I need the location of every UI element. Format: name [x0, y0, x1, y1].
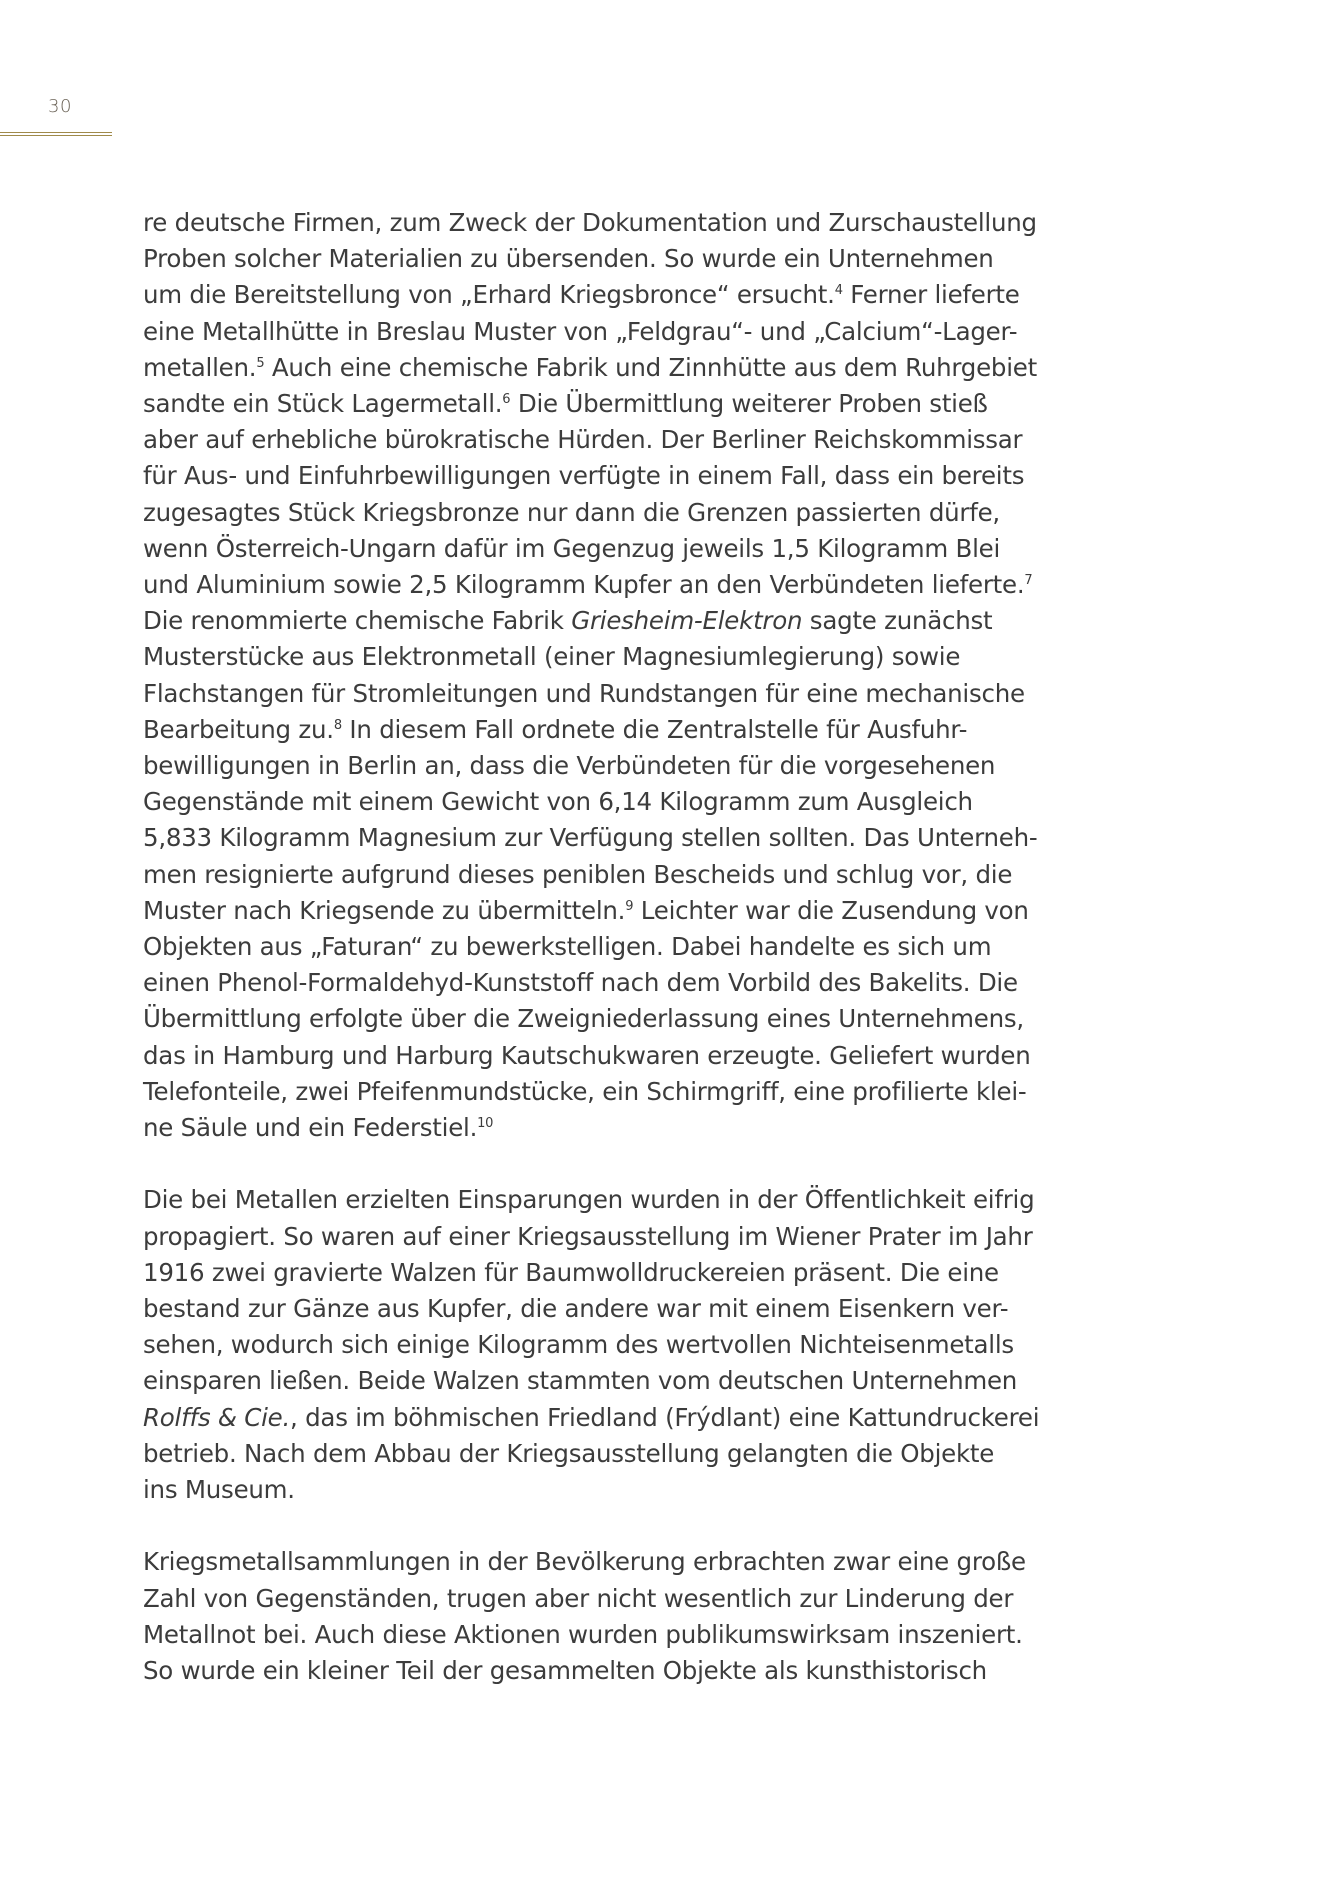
text-line	[143, 386, 1143, 422]
text-line	[143, 1436, 1143, 1472]
text-line	[143, 531, 1143, 567]
text-line	[143, 241, 1143, 277]
text-line	[143, 1219, 1143, 1255]
text-line	[143, 422, 1143, 458]
text-segment: sagte zunächst	[802, 606, 993, 636]
text-line	[143, 1617, 1143, 1653]
text-line	[143, 820, 1143, 856]
text-segment: So wurde ein kleiner Teil der gesammelten Objekte als kunsthistorisch	[143, 1656, 987, 1686]
text-segment: Proben solcher Materialien zu übersenden. So wurde ein Unternehmen	[143, 244, 994, 274]
text-segment: ne Säule und ein Federstiel.	[143, 1113, 478, 1143]
text-segment: 5,833 Kilogramm Magnesium zur Verfügung stellen sollten. Das Unterneh-	[143, 823, 1038, 853]
footnote-marker: 6	[502, 391, 511, 407]
text-segment: Telefonteile, zwei Pfeifenmundstücke, ein Schirmgriff, eine profilierte klei-	[143, 1076, 1027, 1106]
text-segment: In diesem Fall ordnete die Zentralstelle für Ausfuhr-	[341, 714, 968, 744]
text-line	[143, 314, 1143, 350]
paragraph	[143, 205, 1143, 1146]
footnote-marker: 4	[834, 283, 843, 299]
text-segment: Objekten aus „Faturan“ zu bewerkstelligen. Dabei handelte es sich um	[143, 932, 992, 962]
footnote-marker: 10	[477, 1115, 494, 1131]
footnote-marker: 7	[1024, 572, 1033, 588]
text-line	[143, 1255, 1143, 1291]
text-segment: Kriegsmetallsammlungen in der Bevölkerung erbrachten zwar eine große	[143, 1547, 1026, 1577]
footnote-marker: 9	[625, 898, 634, 914]
text-line	[143, 1110, 1143, 1146]
text-segment: Die bei Metallen erzielten Einsparungen wurden in der Öffentlichkeit eifrig	[143, 1185, 1035, 1215]
page-number: 30	[48, 96, 72, 117]
text-line	[143, 1653, 1143, 1689]
text-segment: Muster nach Kriegsende zu übermitteln.	[143, 895, 626, 925]
text-line	[143, 676, 1143, 712]
body-text	[143, 205, 1143, 1689]
text-segment: Metallnot bei. Auch diese Aktionen wurden publikumswirksam inszeniert.	[143, 1619, 1023, 1649]
text-segment: sehen, wodurch sich einige Kilogramm des wertvollen Nichteisenmetalls	[143, 1330, 1014, 1360]
text-line	[143, 205, 1143, 241]
text-line	[143, 712, 1143, 748]
text-segment: bestand zur Gänze aus Kupfer, die andere war mit einem Eisenkern ver-	[143, 1294, 1009, 1324]
text-segment: Die renommierte chemische Fabrik	[143, 606, 572, 636]
footnote-marker: 5	[256, 355, 265, 371]
text-segment: Ferner lieferte	[842, 280, 1020, 310]
text-segment: einsparen ließen. Beide Walzen stammten vom deutschen Unternehmen	[143, 1366, 1018, 1396]
text-segment: das in Hamburg und Harburg Kautschukwaren erzeugte. Geliefert wurden	[143, 1040, 1031, 1070]
text-line	[143, 1472, 1143, 1508]
paragraph	[143, 1182, 1143, 1508]
text-segment: re deutsche Firmen, zum Zweck der Dokumentation und Zurschaustellung	[143, 208, 1037, 237]
text-segment: aber auf erhebliche bürokratische Hürden. Der Berliner Reichskommissar	[143, 425, 1023, 455]
text-segment: ins Museum.	[143, 1475, 295, 1505]
header-rule	[0, 135, 112, 136]
text-segment: Flachstangen für Stromleitungen und Rundstangen für eine mechanische	[143, 678, 1025, 708]
text-line	[143, 458, 1143, 494]
text-line	[143, 1001, 1143, 1037]
text-line	[143, 1291, 1143, 1327]
text-segment: propagiert. So waren auf einer Kriegsausstellung im Wiener Prater im Jahr	[143, 1221, 1033, 1251]
text-line	[143, 893, 1143, 929]
text-segment: Musterstücke aus Elektronmetall (einer Magnesiumlegierung) sowie	[143, 642, 961, 672]
text-line	[143, 1038, 1143, 1074]
text-line	[143, 1327, 1143, 1363]
text-line	[143, 929, 1143, 965]
text-segment: eine Metallhütte in Breslau Muster von „Feldgrau“- und „Calcium“-Lager-	[143, 316, 1018, 346]
italic-text: Griesheim-Elektron	[571, 606, 803, 636]
text-line	[143, 748, 1143, 784]
text-segment: betrieb. Nach dem Abbau der Kriegsausstellung gelangten die Objekte	[143, 1438, 995, 1468]
text-segment: Leichter war die Zusendung von	[633, 895, 1029, 925]
text-line	[143, 1581, 1143, 1617]
text-segment: , das im böhmischen Friedland (Frýdlant) eine Kattundruckerei	[290, 1402, 1040, 1432]
text-segment: metallen.	[143, 352, 257, 382]
text-segment: um die Bereitstellung von „Erhard Kriegsbronce“ ersucht.	[143, 280, 835, 310]
text-segment: Zahl von Gegenständen, trugen aber nicht wesentlich zur Linderung der	[143, 1583, 1014, 1613]
text-line	[143, 1544, 1143, 1580]
header-rule	[0, 132, 112, 133]
text-segment: Bearbeitung zu.	[143, 714, 334, 744]
paragraph	[143, 1544, 1143, 1689]
text-segment: einen Phenol-Formaldehyd-Kunststoff nach dem Vorbild des Bakelits. Die	[143, 968, 1018, 998]
text-line	[143, 567, 1143, 603]
text-segment: men resignierte aufgrund dieses peniblen Bescheids und schlug vor, die	[143, 859, 1013, 889]
text-line	[143, 350, 1143, 386]
text-segment: sandte ein Stück Lagermetall.	[143, 389, 503, 419]
text-segment: bewilligungen in Berlin an, dass die Verbündeten für die vorgesehenen	[143, 751, 996, 781]
text-line	[143, 495, 1143, 531]
text-segment: Gegenstände mit einem Gewicht von 6,14 Kilogramm zum Ausgleich	[143, 787, 973, 817]
text-line	[143, 784, 1143, 820]
text-line	[143, 603, 1143, 639]
text-line	[143, 1363, 1143, 1399]
italic-text: Rolffs & Cie.	[143, 1402, 291, 1432]
text-segment: Auch eine chemische Fabrik und Zinnhütte aus dem Ruhrgebiet	[264, 352, 1037, 382]
text-line	[143, 639, 1143, 675]
text-line	[143, 1074, 1143, 1110]
footnote-marker: 8	[333, 717, 342, 733]
text-line	[143, 277, 1143, 313]
text-segment: wenn Österreich-Ungarn dafür im Gegenzug jeweils 1,5 Kilogramm Blei	[143, 533, 1001, 563]
text-segment: Übermittlung erfolgte über die Zweigniederlassung eines Unternehmens,	[143, 1004, 1024, 1034]
text-segment: für Aus- und Einfuhrbewilligungen verfügte in einem Fall, dass ein bereits	[143, 461, 1025, 491]
text-segment: 1916 zwei gravierte Walzen für Baumwolldruckereien präsent. Die eine	[143, 1257, 999, 1287]
text-line	[143, 965, 1143, 1001]
text-line	[143, 1182, 1143, 1218]
text-segment: zugesagtes Stück Kriegsbronze nur dann die Grenzen passierten dürfe,	[143, 497, 1000, 527]
text-segment: und Aluminium sowie 2,5 Kilogramm Kupfer an den Verbündeten lieferte.	[143, 570, 1025, 600]
text-segment: Die Übermittlung weiterer Proben stieß	[510, 389, 988, 419]
text-line	[143, 1400, 1143, 1436]
text-line	[143, 857, 1143, 893]
